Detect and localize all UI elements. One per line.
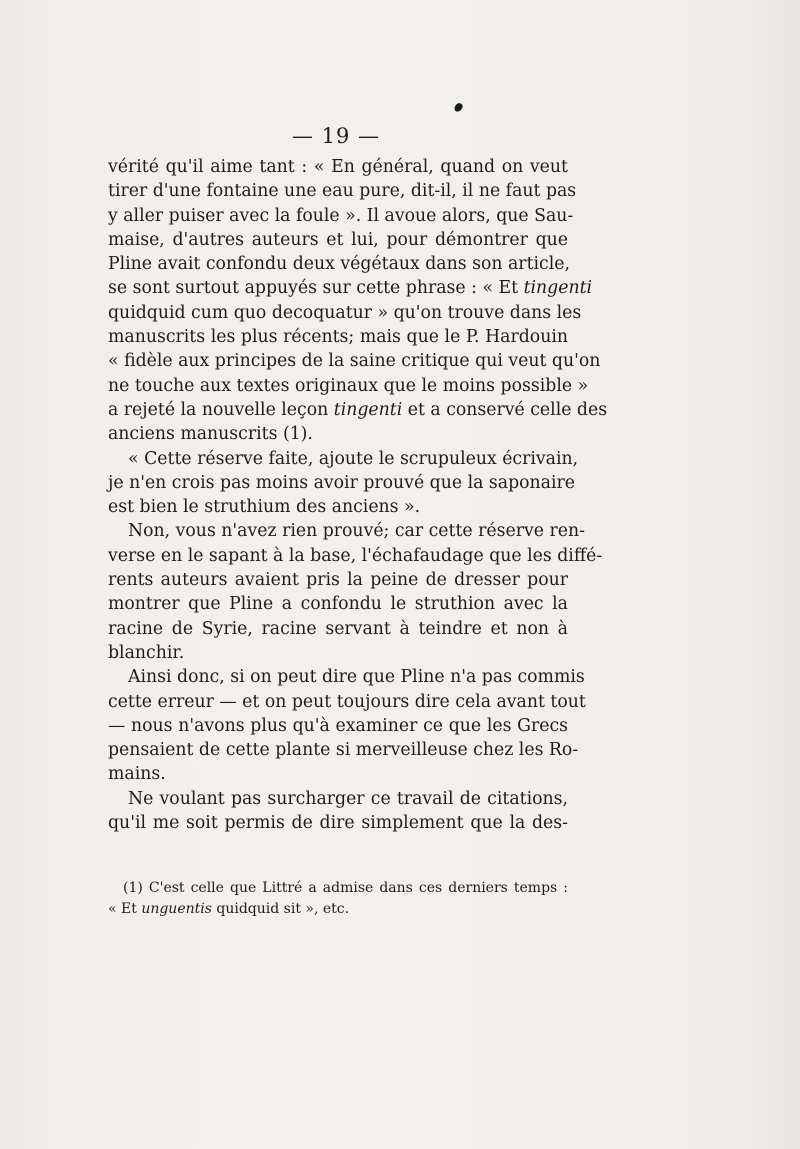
- text-line: [108, 374, 589, 398]
- text-line: [108, 422, 568, 446]
- italic-text: unguentis: [141, 901, 212, 917]
- text-run: y aller puiser avec la foule ». Il avoue alors, que Sau-: [108, 205, 574, 226]
- page-number: — 19 —: [291, 124, 381, 148]
- text-run: Ne voulant pas surcharger ce travail de citations,: [128, 788, 568, 809]
- text-run: manuscrits les plus récents; mais que le P. Hardouin: [108, 327, 568, 348]
- text-run: vérité qu'il aime tant : « En général, quand on veut: [108, 157, 568, 177]
- text-run: anciens manuscrits (1).: [108, 424, 313, 445]
- text-run: montrer que Pline a confondu le struthion avec la: [108, 594, 568, 615]
- text-run: « Cette réserve faite, ajoute le scrupuleux écrivain,: [128, 448, 579, 469]
- text-run: et a conservé celle des: [402, 399, 608, 420]
- text-line: [108, 762, 568, 786]
- footnote-block: [108, 878, 568, 920]
- text-run: qu'il me soit permis de dire simplement que la des-: [108, 813, 568, 834]
- text-line: [108, 228, 568, 252]
- text-run: (1) C'est celle que Littré a admise dans ces derniers temps :: [123, 880, 568, 896]
- text-line: [108, 690, 586, 714]
- text-line: [108, 787, 568, 811]
- text-run: ne touche aux textes originaux que le moins possible »: [108, 375, 589, 396]
- text-run: pensaient de cette plante si merveilleuse chez les Ro-: [108, 740, 579, 761]
- text-line: [108, 811, 568, 835]
- text-line: [108, 471, 575, 495]
- text-line: [108, 447, 579, 471]
- text-run: quidquid sit », etc.: [211, 901, 350, 917]
- text-run: « Et: [108, 901, 142, 917]
- text-line: [108, 179, 577, 203]
- text-line: [108, 738, 579, 762]
- body-text: [108, 155, 608, 835]
- text-line: [108, 544, 603, 568]
- text-line: [108, 155, 568, 179]
- text-run: tirer d'une fontaine une eau pure, dit-il, il ne faut pas: [108, 181, 577, 202]
- text-run: mains.: [108, 764, 166, 785]
- text-run: se sont surtout appuyés sur cette phrase : « Et: [108, 278, 524, 299]
- text-line: [108, 495, 568, 519]
- text-line: [108, 204, 574, 228]
- text-run: Non, vous n'avez rien prouvé; car cette réserve ren-: [128, 521, 585, 542]
- italic-text: tingenti: [333, 399, 403, 420]
- text-line: [108, 349, 601, 373]
- text-run: a rejeté la nouvelle leçon: [108, 399, 334, 420]
- text-line: [108, 568, 568, 592]
- text-run: racine de Syrie, racine servant à teindre et non à: [108, 618, 568, 639]
- text-run: cette erreur — et on peut toujours dire cela avant tout: [108, 691, 586, 712]
- text-run: « fidèle aux principes de la saine critique qui veut qu'on: [108, 351, 601, 372]
- text-line: [108, 398, 608, 422]
- italic-text: tingenti: [523, 278, 593, 299]
- text-line: [108, 276, 593, 300]
- text-line: [108, 592, 568, 616]
- text-line: [108, 252, 568, 276]
- text-run: verse en le sapant à la base, l'échafaudage que les diffé-: [108, 545, 603, 566]
- text-run: je n'en crois pas moins avoir prouvé que la saponaire: [108, 472, 575, 493]
- text-line: [108, 665, 585, 689]
- text-run: — nous n'avons plus qu'à examiner ce que les Grecs: [108, 715, 568, 736]
- text-run: maise, d'autres auteurs et lui, pour démontrer que: [108, 229, 568, 250]
- text-line: [108, 301, 582, 325]
- text-line: [108, 617, 568, 641]
- text-line: [108, 325, 568, 349]
- text-run: blanchir.: [108, 642, 185, 663]
- text-run: Pline avait confondu deux végétaux dans son article,: [108, 254, 570, 275]
- text-run: Ainsi donc, si on peut dire que Pline n'a pas commis: [128, 667, 585, 688]
- text-line: [108, 641, 568, 665]
- text-run: est bien le struthium des anciens ».: [108, 497, 421, 518]
- footnote-line: [108, 878, 568, 899]
- text-run: quidquid cum quo decoquatur » qu'on trouve dans les: [108, 302, 582, 323]
- text-line: [108, 519, 585, 543]
- footnote-line: [108, 899, 568, 920]
- ink-speck: [453, 102, 464, 113]
- text-run: rents auteurs avaient pris la peine de dresser pour: [108, 570, 568, 591]
- text-line: [108, 714, 568, 738]
